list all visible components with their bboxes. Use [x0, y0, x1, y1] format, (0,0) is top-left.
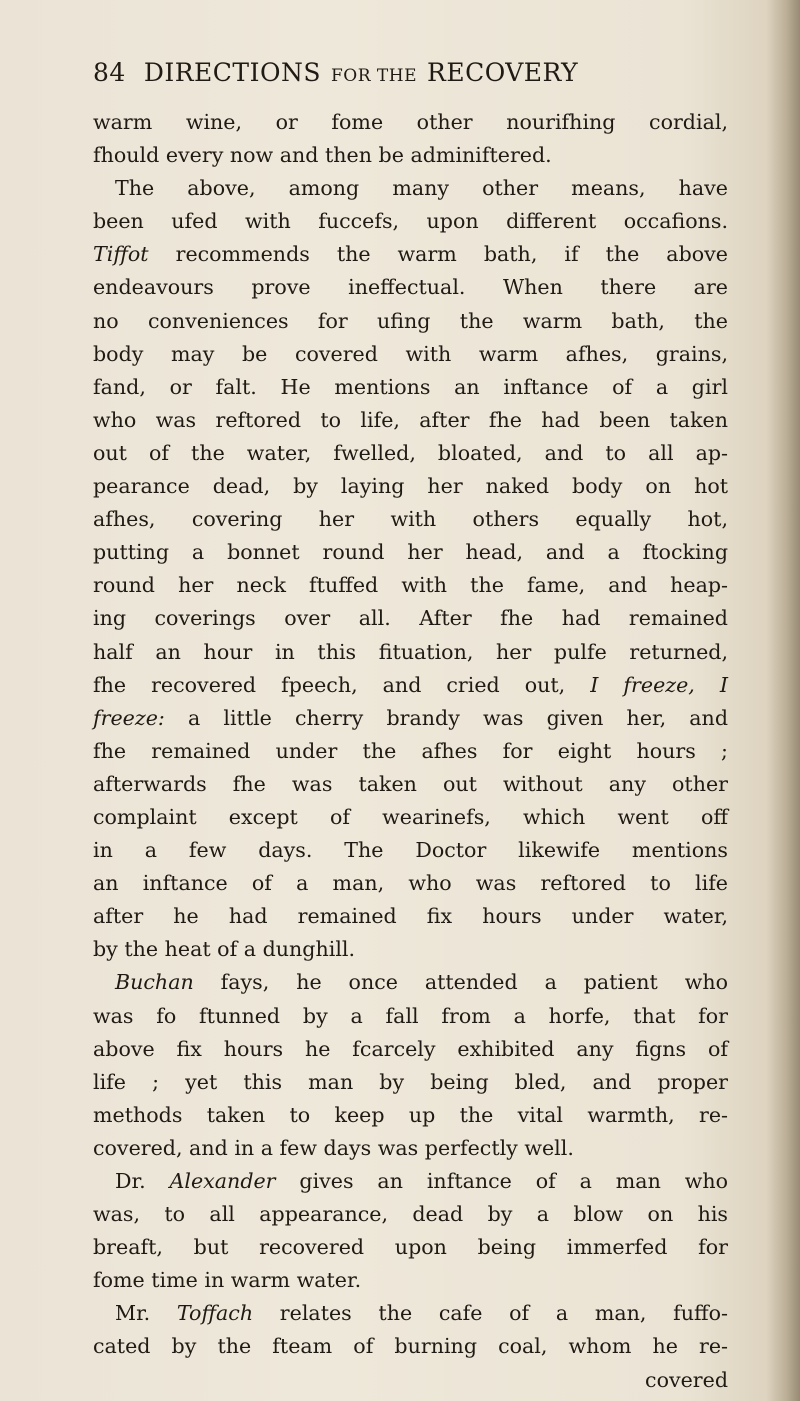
text-segment: Mr.: [115, 1301, 177, 1326]
italic-text: Alexander: [169, 1169, 276, 1193]
text-line: [93, 867, 728, 900]
text-line: [93, 602, 728, 635]
text-segment: by the heat of a dunghill.: [93, 937, 356, 962]
text-line: [93, 1364, 728, 1397]
text-line: [93, 1066, 728, 1099]
text-line: [93, 305, 728, 338]
text-line: [93, 768, 728, 801]
text-line: [93, 1033, 728, 1066]
text-line: [93, 1297, 728, 1330]
text-segment: above fix hours he fcarcely exhibited any figns of: [93, 1036, 728, 1061]
text-segment: round her neck ftuffed with the fame, and heap-: [93, 573, 728, 598]
text-segment: fome time in warm water.: [93, 1268, 362, 1293]
text-segment: covered, and in a few days was perfectly well.: [93, 1135, 574, 1160]
text-segment: breaft, but recovered upon being immerfed for: [93, 1235, 728, 1260]
page-text: [93, 58, 728, 1397]
text-line: [93, 1165, 728, 1198]
text-segment: relates the cafe of a man, fuffo-: [253, 1301, 728, 1326]
text-segment: out of the water, fwelled, bloated, and to all ap-: [93, 440, 728, 465]
text-line: [93, 669, 728, 702]
text-segment: gives an inftance of a man who: [275, 1169, 728, 1193]
italic-text: Toffach: [176, 1301, 254, 1326]
text-segment: afhes, covering her with others equally hot,: [93, 507, 728, 532]
text-segment: fays, he once attended a patient who: [193, 970, 728, 995]
text-line: [93, 139, 728, 172]
italic-text: freeze:: [93, 705, 165, 730]
text-line: [93, 205, 728, 238]
text-segment: been ufed with fuccefs, upon different occafions.: [93, 209, 728, 234]
text-segment: after he had remained fix hours under water,: [93, 904, 728, 929]
running-header: [93, 58, 728, 100]
page-number: 84: [93, 58, 126, 87]
text-line: [93, 1231, 728, 1264]
header-title-small: FOR THE: [330, 66, 417, 86]
text-segment: complaint except of wearinefs, which went off: [93, 804, 728, 829]
italic-text: Tiffot: [93, 242, 149, 267]
header-title-left: DIRECTIONS: [143, 58, 321, 87]
text-line: [93, 933, 728, 966]
text-segment: afterwards fhe was taken out without any other: [93, 771, 728, 796]
text-line: [93, 1000, 728, 1033]
text-line: [93, 702, 728, 735]
text-line: [93, 636, 728, 669]
text-line: [93, 1264, 728, 1297]
text-line: [93, 1330, 728, 1363]
text-line: [93, 569, 728, 602]
text-segment: fhe recovered fpeech, and cried out,: [93, 672, 591, 697]
text-segment: methods taken to keep up the vital warmth, re-: [93, 1102, 728, 1127]
text-segment: who was reftored to life, after fhe had been taken: [93, 407, 728, 432]
text-line: [93, 238, 728, 271]
text-segment: warm wine, or fome other nourifhing cordial,: [93, 110, 728, 134]
text-segment: was, to all appearance, dead by a blow on his: [93, 1202, 728, 1227]
text-line: [93, 536, 728, 569]
text-segment: The above, among many other means, have: [115, 176, 728, 201]
text-line: [93, 371, 728, 404]
text-segment: pearance dead, by laying her naked body on hot: [93, 474, 728, 499]
text-segment: ing coverings over all. After fhe had remained: [93, 606, 728, 631]
text-segment: no conveniences for ufing the warm bath, the: [93, 308, 728, 333]
text-line: [93, 1099, 728, 1132]
text-line: [93, 404, 728, 437]
text-segment: life ; yet this man by being bled, and proper: [93, 1069, 728, 1094]
text-line: [93, 735, 728, 768]
header-title-right: RECOVERY: [427, 58, 579, 87]
text-segment: fand, or falt. He mentions an inftance of a girl: [93, 374, 728, 399]
body-text: [93, 106, 728, 1397]
text-line: [93, 437, 728, 470]
text-line: [93, 900, 728, 933]
text-segment: half an hour in this fituation, her pulfe returned,: [93, 639, 728, 664]
text-line: [93, 966, 728, 999]
page-edge-shadow: [766, 0, 800, 1401]
text-line: [93, 503, 728, 536]
text-segment: in a few days. The Doctor likewife mentions: [93, 838, 728, 863]
italic-text: Buchan: [115, 970, 194, 995]
text-segment: fhe remained under the afhes for eight hours ;: [93, 738, 728, 763]
text-segment: cated by the fteam of burning coal, whom he re-: [93, 1334, 728, 1359]
text-line: [93, 1132, 728, 1165]
text-segment: putting a bonnet round her head, and a ftocking: [93, 540, 728, 565]
text-segment: a little cherry brandy was given her, and: [164, 705, 728, 730]
text-line: [93, 271, 728, 304]
text-line: [93, 172, 728, 205]
text-segment: was fo ftunned by a fall from a horfe, that for: [93, 1003, 728, 1028]
text-line: [93, 1198, 728, 1231]
text-line: [93, 338, 728, 371]
text-line: [93, 801, 728, 834]
italic-text: I freeze, I: [590, 672, 728, 697]
text-line: [93, 470, 728, 503]
text-line: [93, 834, 728, 867]
text-segment: covered: [645, 1367, 728, 1392]
text-segment: recommends the warm bath, if the above: [148, 242, 728, 267]
text-segment: Dr.: [115, 1169, 170, 1193]
text-line: [93, 106, 728, 139]
text-segment: body may be covered with warm afhes, grains,: [93, 341, 728, 366]
text-segment: endeavours prove ineffectual. When there are: [93, 275, 728, 300]
text-segment: fhould every now and then be adminiftered.: [93, 143, 552, 168]
text-segment: an inftance of a man, who was reftored to life: [93, 871, 728, 896]
